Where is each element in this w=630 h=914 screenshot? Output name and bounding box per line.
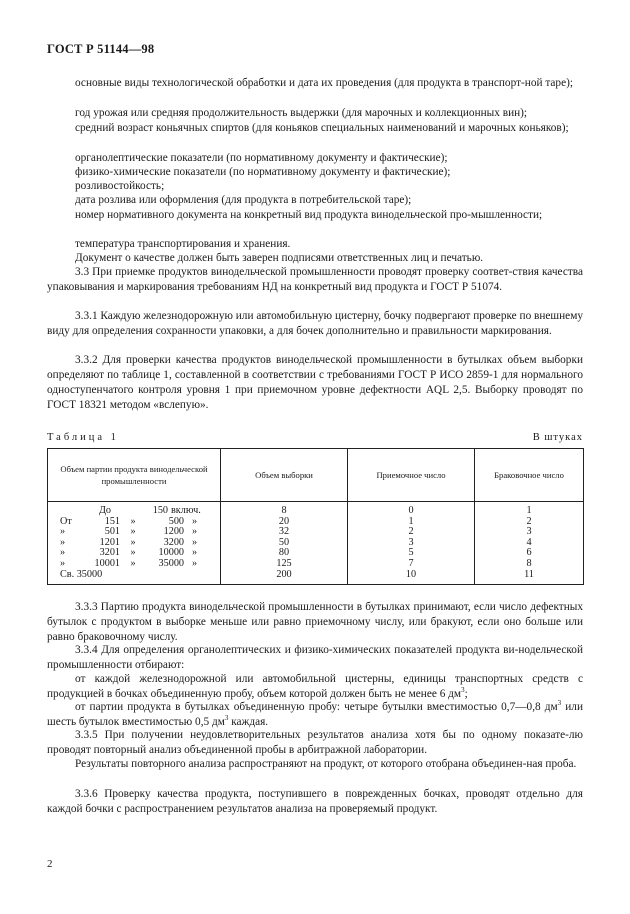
- paragraph: температура транспортирования и хранения.: [75, 238, 291, 250]
- table-row: Св. 35000: [60, 568, 103, 580]
- paragraph: Результаты повторного анализа распространяют на продукт, от которого отобрана объединен-ная проба.: [75, 758, 577, 770]
- paragraph-3-3-4: 3.3.4 Для определения органолептических и физико-химических показателей продукта ви-нодельческой промышленности отбирают:: [47, 644, 583, 671]
- table-caption: Таблица 1: [47, 432, 119, 443]
- paragraph: от партии продукта в бутылках объединенную пробу: четыре бутылки вместимостью 0,7—0,8 $дм^3$ или шесть бутылок вместимостью 0,5 $дм^3$ каждая.: [47, 699, 583, 728]
- table-row: До 150 включ.: [98, 505, 201, 516]
- table-row: От 151 » 500 »: [60, 515, 198, 527]
- paragraph-3-3-3: 3.3.3 Партию продукта винодельческой промышленности в бутылках принимают, если число дефектных бутылок с продуктом в выборке меньше или равно приемочному числу, или бракуют, если оно больше или равно браковочному числу.: [47, 601, 583, 643]
- sample-size-cell: 8 20 32 50 80 125 200: [221, 502, 348, 585]
- table-row: » 10001 » 35000 »: [60, 557, 198, 569]
- page-number: 2: [47, 858, 53, 870]
- reject-number-cell: 1 2 3 4 6 8 11: [475, 502, 584, 585]
- paragraph: органолептические показатели (по нормативному документу и фактические);: [75, 152, 448, 164]
- lot-size-cell: [48, 502, 221, 585]
- paragraph-3-3-6: 3.3.6 Проверку качества продукта, поступившего в поврежденных бочках, проводят отдельно для каждой бочки с распространением результатов анализа на проверяемый продукт.: [47, 788, 583, 815]
- table-row: » 501 » 1200 »: [60, 526, 198, 538]
- table-row: » 1201 » 3200 »: [60, 536, 198, 548]
- column-header: Браковочное число: [475, 449, 584, 502]
- paragraph: от каждой железнодорожной или автомобильной цистерны, единицы транспортных средств с продукцией в бочках объединенную пробу, объем которой должен быть не менее 6 $дм^3$;: [47, 673, 583, 700]
- document-header: ГОСТ Р 51144—98: [47, 42, 155, 56]
- sampling-table: [47, 448, 584, 585]
- column-header: Объем выборки: [221, 449, 348, 502]
- paragraph: физико-химические показатели (по нормативному документу и фактические);: [75, 166, 451, 178]
- paragraph: дата розлива или оформления (для продукта в потребительской таре);: [75, 194, 412, 206]
- table-unit: В штуках: [532, 432, 583, 443]
- paragraph: год урожая или средняя продолжительность выдержки (для марочных и коллекционных вин);: [75, 107, 528, 119]
- paragraph-3-3-1: 3.3.1 Каждую железнодорожную или автомобильную цистерну, бочку подвергают проверке по внешнему виду для определения сохранности упаковки, а для бочек дополнительно и правильности маркирования.: [47, 310, 583, 337]
- accept-number-cell: 0 1 2 3 5 7 10: [348, 502, 475, 585]
- paragraph-3-3: 3.3 При приемке продуктов винодельческой промышленности проводят проверку соответ-ствия качества упаковывания и маркирования требованиям НД на конкретный вид продукта и ГОСТ Р 51074.: [47, 266, 583, 293]
- column-header: Приемочное число: [348, 449, 475, 502]
- paragraph: Документ о качестве должен быть заверен подписями ответственных лиц и печатью.: [75, 252, 484, 264]
- column-header: Объем партии продукта винодельческой промышленности: [48, 449, 221, 502]
- paragraph-3-3-2: 3.3.2 Для проверки качества продуктов винодельческой промышленности в бутылках объем выборки определяют по таблице 1, составленной в соответствии с требованиями ГОСТ Р ИСО 2859-1 для нормального одноступенчатого контроля уровня 1 при приемочном уровне дефектности AQL 2,5. Выборку проводят по ГОСТ 18321 методом «вслепую».: [47, 354, 583, 411]
- paragraph-3-3-5: 3.3.5 При получении неудовлетворительных результатов анализа хотя бы по одному показате-лю проводят повторный анализ объединенной пробы в арбитражной лаборатории.: [47, 729, 583, 756]
- paragraph: розливостойкость;: [75, 180, 165, 192]
- paragraph: средний возраст коньячных спиртов (для коньяков специальных наименований и марочных коньяков);: [75, 122, 569, 134]
- paragraph: основные виды технологической обработки и дата их проведения (для продукта в транспорт-ной таре);: [75, 77, 573, 89]
- table-row: » 3201 » 10000 »: [60, 547, 198, 559]
- paragraph: номер нормативного документа на конкретный вид продукта винодельческой про-мышленности;: [75, 209, 543, 221]
